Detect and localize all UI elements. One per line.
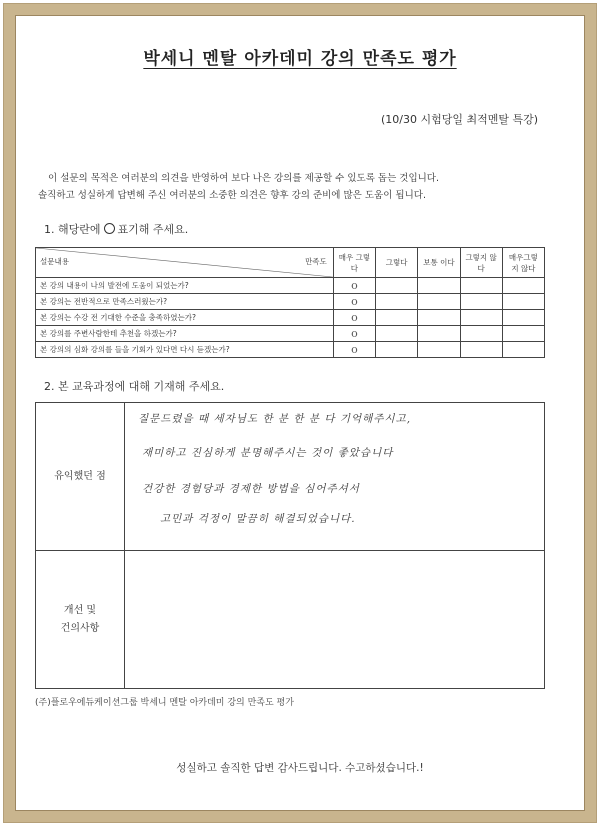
answer-cell[interactable] (376, 294, 418, 310)
feedback-row-useful (36, 403, 544, 551)
survey-row (36, 326, 545, 342)
answer-cell[interactable] (460, 278, 502, 294)
answer-cell[interactable] (418, 310, 460, 326)
page-title: 박세니 멘탈 아카데미 강의 만족도 평가 (143, 49, 457, 69)
answer-cell[interactable] (460, 342, 502, 358)
handwritten-circle-mark: o (351, 295, 358, 308)
handwritten-line: 질문드렸을 때 세자님도 한 분 한 분 다 기억해주시고, (138, 413, 412, 425)
survey-row (36, 294, 545, 310)
handwritten-line: 건강한 경험당과 경제한 방법을 심어주셔서 (142, 483, 360, 495)
survey-header-question: 설문내용 만족도 (36, 248, 334, 278)
answer-cell[interactable] (376, 310, 418, 326)
answer-cell[interactable] (333, 342, 375, 358)
suggestions-label: 개선 및 건의사항 (36, 551, 125, 688)
survey-row (36, 342, 545, 358)
survey-table (35, 247, 545, 358)
handwritten-line: 고민과 걱정이 말끔히 해결되었습니다. (160, 513, 356, 525)
footer-note: (주)플로우에듀케이션그룹 박세니 멘탈 아카데미 강의 만족도 평가 (35, 698, 294, 708)
survey-question: 본 강의는 수강 전 기대한 수준을 충족하였는가? (36, 310, 334, 326)
answer-cell[interactable] (333, 326, 375, 342)
intro-line-2: 솔직하고 성실하게 답변해 주신 여러분의 소중한 의견은 향후 강의 준비에 많은 도움이 됩니다. (38, 190, 426, 201)
option-header: 그렇지 않다 (460, 248, 502, 278)
feedback-table (35, 402, 545, 689)
survey-question: 본 강의의 심화 강의를 들을 기회가 있다면 다시 듣겠는가? (36, 342, 334, 358)
feedback-row-suggestions (36, 551, 544, 688)
section2-heading: 2. 본 교육과정에 대해 기재해 주세요. (44, 380, 225, 393)
circle-symbol-icon (104, 223, 115, 234)
survey-question: 본 강의 내용이 나의 발전에 도움이 되었는가? (36, 278, 334, 294)
answer-cell[interactable] (376, 278, 418, 294)
answer-cell[interactable] (418, 294, 460, 310)
answer-cell[interactable] (333, 294, 375, 310)
handwritten-circle-mark: o (351, 279, 358, 292)
intro-text (38, 170, 558, 204)
answer-cell[interactable] (460, 326, 502, 342)
handwritten-line: 재미하고 진심하게 분명해주시는 것이 좋았습니다 (142, 447, 394, 459)
answer-cell[interactable] (418, 326, 460, 342)
useful-points-label: 유익했던 점 (36, 403, 125, 550)
page-subtitle: (10/30 시험당일 최적멘탈 특강) (380, 113, 538, 126)
answer-cell[interactable] (418, 342, 460, 358)
answer-cell[interactable] (502, 294, 544, 310)
useful-points-answer[interactable] (124, 403, 544, 550)
answer-cell[interactable] (460, 310, 502, 326)
option-header: 매우그렇지 않다 (502, 248, 544, 278)
survey-question: 본 강의는 전반적으로 만족스러웠는가? (36, 294, 334, 310)
section1-heading: 1. 해당란에 표기해 주세요. (44, 223, 189, 236)
survey-row (36, 310, 545, 326)
answer-cell[interactable] (460, 294, 502, 310)
survey-header-row (36, 248, 545, 278)
survey-row (36, 278, 545, 294)
intro-line-1: 이 설문의 목적은 여러분의 의견을 반영하여 보다 나은 강의를 제공할 수 있도록 돕는 것입니다. (48, 173, 440, 184)
handwritten-circle-mark: o (351, 311, 358, 324)
survey-question: 본 강의를 주변사람한테 추천을 하겠는가? (36, 326, 334, 342)
answer-cell[interactable] (376, 326, 418, 342)
option-header: 보통 이다 (418, 248, 460, 278)
answer-cell[interactable] (418, 278, 460, 294)
answer-cell[interactable] (502, 278, 544, 294)
handwritten-circle-mark: o (351, 343, 358, 356)
option-header: 그렇다 (376, 248, 418, 278)
answer-cell[interactable] (376, 342, 418, 358)
suggestions-answer[interactable] (124, 551, 544, 688)
answer-cell[interactable] (502, 326, 544, 342)
thanks-message: 성실하고 솔직한 답변 감사드립니다. 수고하셨습니다.! (176, 762, 424, 774)
answer-cell[interactable] (502, 342, 544, 358)
option-header: 매우 그렇다 (333, 248, 375, 278)
answer-cell[interactable] (502, 310, 544, 326)
header-diagonal-line (36, 248, 333, 277)
handwritten-circle-mark: o (351, 327, 358, 340)
answer-cell[interactable] (333, 278, 375, 294)
answer-cell[interactable] (333, 310, 375, 326)
